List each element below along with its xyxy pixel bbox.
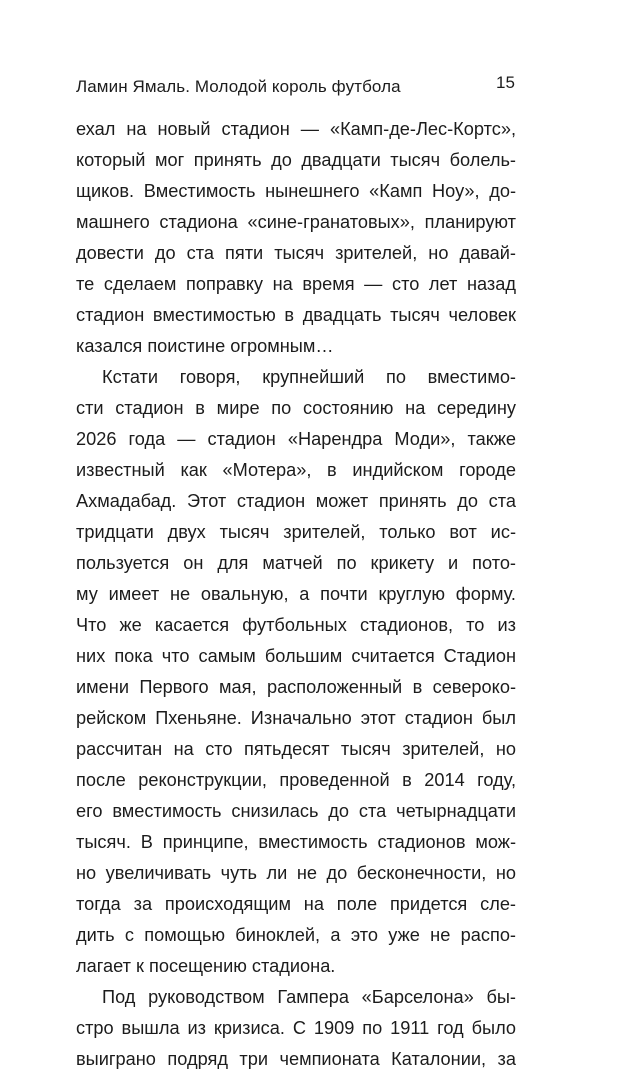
body-text: [76, 114, 516, 1075]
text-line: Под руководством Гампера «Барселона» бы-: [102, 987, 516, 1007]
text-line: рейском Пхеньяне. Изначально этот стадион был: [76, 708, 516, 728]
text-line: 2026 года — стадион «Нарендра Моди», также: [76, 429, 516, 449]
text-line: тогда за происходящим на поле придется сле-: [76, 894, 516, 914]
text-line: рассчитан на сто пятьдесят тысяч зрителей, но: [76, 739, 516, 759]
text-line: дить с помощью биноклей, а это уже не распо-: [76, 925, 516, 945]
text-line: тысяч. В принципе, вместимость стадионов мож-: [76, 832, 516, 852]
text-line: который мог принять до двадцати тысяч болель-: [76, 150, 516, 170]
text-line: щиков. Вместимость нынешнего «Камп Ноу», до-: [76, 181, 516, 201]
text-line: них пока что самым большим считается Стадион: [76, 646, 516, 666]
text-line: но увеличивать чуть ли не до бесконечности, но: [76, 863, 516, 883]
text-line: тридцати двух тысяч зрителей, только вот ис-: [76, 522, 516, 542]
running-title: Ламин Ямаль. Молодой король футбола: [76, 77, 401, 96]
text-line: ехал на новый стадион — «Камп-де-Лес-Кортс»,: [76, 119, 516, 139]
text-line: лагает к посещению стадиона.: [76, 956, 336, 976]
text-line: стро вышла из кризиса. С 1909 по 1911 год было: [76, 1018, 516, 1038]
text-line: пользуется он для матчей по крикету и пото-: [76, 553, 516, 573]
text-line: Ахмадабад. Этот стадион может принять до ста: [76, 491, 516, 511]
text-line: его вместимость снизилась до ста четырнадцати: [76, 801, 516, 821]
text-line: после реконструкции, проведенной в 2014 году,: [76, 770, 516, 790]
text-line: казался поистине огромным…: [76, 336, 334, 356]
text-line: Что же касается футбольных стадионов, то из: [76, 615, 516, 635]
text-line: те сделаем поправку на время — сто лет назад: [76, 274, 516, 294]
page-number: 15: [496, 73, 515, 92]
text-line: известный как «Мотера», в индийском городе: [76, 460, 516, 480]
text-line: му имеет не овальную, а почти круглую форму.: [76, 584, 516, 604]
text-line: сти стадион в мире по состоянию на середину: [76, 398, 516, 418]
text-line: имени Первого мая, расположенный в североко-: [76, 677, 516, 697]
text-line: Кстати говоря, крупнейший по вместимо-: [102, 367, 516, 387]
text-line: довести до ста пяти тысяч зрителей, но давай-: [76, 243, 516, 263]
text-line: выиграно подряд три чемпионата Каталонии, за: [76, 1049, 516, 1069]
text-line: машнего стадиона «сине-гранатовых», планируют: [76, 212, 516, 232]
text-line: стадион вместимостью в двадцать тысяч человек: [76, 305, 516, 325]
